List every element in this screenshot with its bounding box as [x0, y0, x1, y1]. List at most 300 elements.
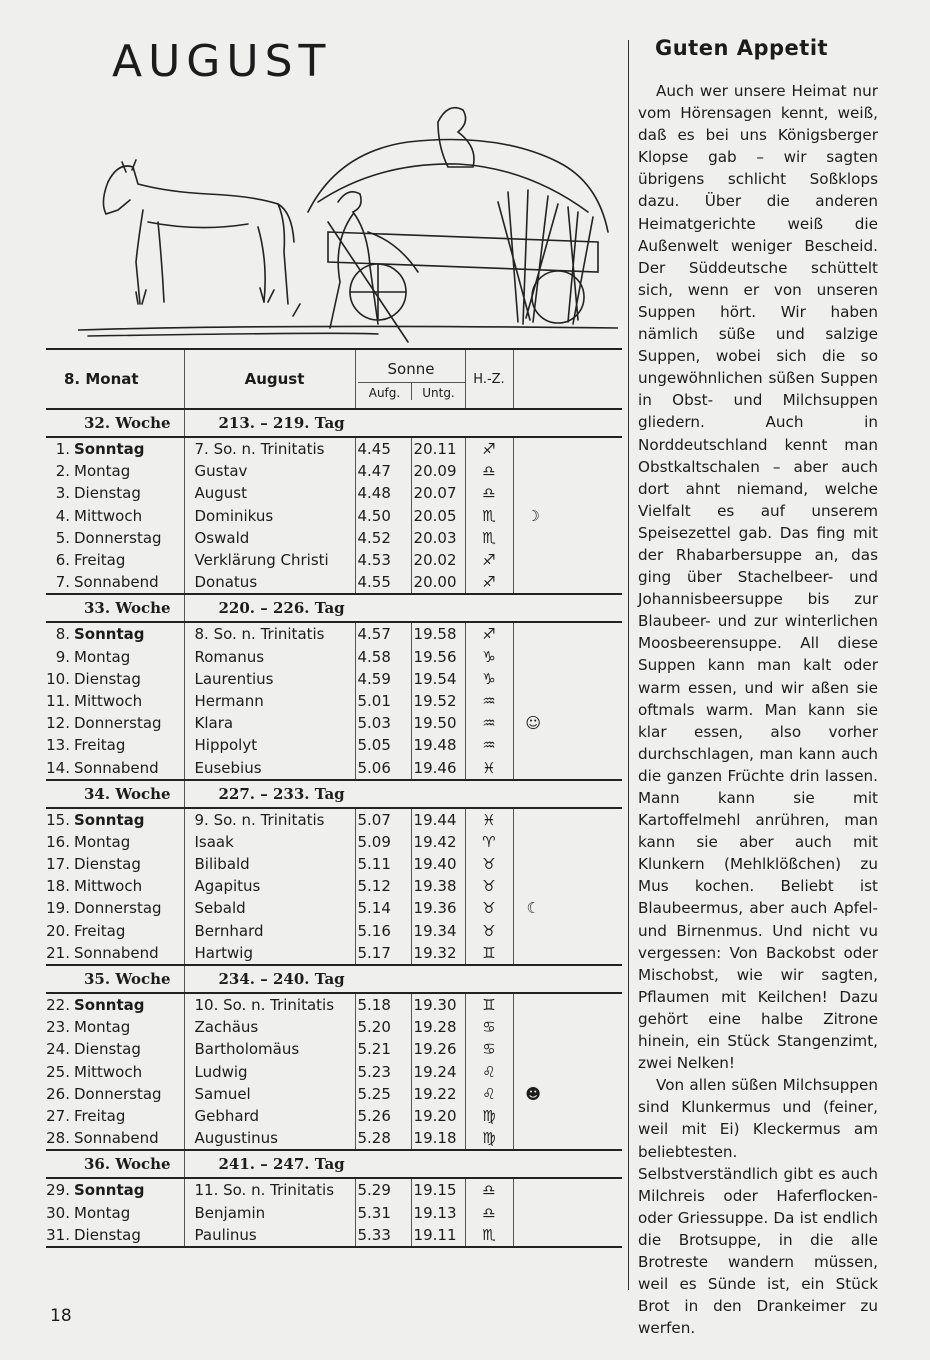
- name-day: 8. So. n. Trinitatis: [184, 622, 355, 645]
- table-row: [46, 993, 622, 1016]
- day-cell: [46, 808, 184, 831]
- sunrise-time: 5.28: [355, 1127, 411, 1150]
- name-day: Hippolyt: [184, 734, 355, 756]
- table-row: [46, 1061, 622, 1083]
- name-day: Sebald: [184, 897, 355, 919]
- day-cell: [46, 571, 184, 594]
- zodiac-icon: ♍: [465, 1127, 513, 1150]
- name-day: Romanus: [184, 646, 355, 668]
- sunset-time: 20.02: [411, 549, 465, 571]
- moon-phase-icon: [513, 756, 553, 779]
- moon-phase-icon: [513, 808, 553, 831]
- day-cell: [46, 527, 184, 549]
- day-cell: [46, 1178, 184, 1201]
- weekday-name: Sonnabend: [74, 1129, 159, 1148]
- day-number: 26.: [46, 1084, 70, 1103]
- weekday-name: Sonntag: [74, 996, 145, 1015]
- day-number: 28.: [46, 1129, 70, 1148]
- table-row: [46, 808, 622, 831]
- table-row: [46, 622, 622, 645]
- harvest-illustration: [78, 92, 618, 350]
- week-day-range: 220. – 226. Tag: [184, 594, 622, 622]
- zodiac-icon: ♐: [465, 437, 513, 460]
- table-row: [46, 1201, 622, 1223]
- sunrise-time: 4.48: [355, 482, 411, 504]
- table-row: [46, 875, 622, 897]
- moon-phase-icon: [513, 1178, 553, 1201]
- name-day: Zachäus: [184, 1016, 355, 1038]
- moon-phase-icon: [513, 527, 553, 549]
- table-row: [46, 527, 622, 549]
- weekday-name: Freitag: [74, 736, 126, 755]
- day-cell: [46, 920, 184, 942]
- name-day: 7. So. n. Trinitatis: [184, 437, 355, 460]
- moon-phase-icon: [513, 622, 553, 645]
- sunset-time: 19.40: [411, 853, 465, 875]
- day-cell: [46, 1105, 184, 1127]
- moon-phase-icon: [513, 460, 553, 482]
- calendar-table: [46, 348, 622, 1248]
- sunrise-time: 5.05: [355, 734, 411, 756]
- table-row: [46, 1178, 622, 1201]
- weekday-name: Montag: [74, 647, 131, 666]
- sunset-time: 19.56: [411, 646, 465, 668]
- weekday-name: Sonntag: [74, 625, 145, 644]
- name-day: Hermann: [184, 690, 355, 712]
- weekday-name: Montag: [74, 1203, 131, 1222]
- header-month-number: 8. Monat: [46, 349, 184, 409]
- weekday-name: Mittwoch: [74, 877, 143, 896]
- day-cell: [46, 437, 184, 460]
- day-number: 25.: [46, 1062, 70, 1081]
- table-row: [46, 756, 622, 779]
- sunrise-time: 4.57: [355, 622, 411, 645]
- moon-phase-icon: [513, 646, 553, 668]
- sunrise-time: 5.25: [355, 1083, 411, 1105]
- sunset-time: 19.48: [411, 734, 465, 756]
- day-number: 24.: [46, 1040, 70, 1059]
- sunset-time: 19.30: [411, 993, 465, 1016]
- zodiac-icon: ♋: [465, 1038, 513, 1060]
- name-day: Ludwig: [184, 1061, 355, 1083]
- table-row: [46, 1224, 622, 1247]
- name-day: Agapitus: [184, 875, 355, 897]
- name-day: Benjamin: [184, 1201, 355, 1223]
- sunrise-time: 5.23: [355, 1061, 411, 1083]
- day-number: 3.: [55, 484, 70, 503]
- zodiac-icon: ♐: [465, 549, 513, 571]
- name-day: Klara: [184, 712, 355, 734]
- moon-phase-icon: ☺: [513, 712, 553, 734]
- week-header-row: [46, 780, 622, 808]
- day-cell: [46, 668, 184, 690]
- table-row: [46, 897, 622, 919]
- sunrise-time: 5.29: [355, 1178, 411, 1201]
- zodiac-icon: ♏: [465, 505, 513, 527]
- name-day: Augustinus: [184, 1127, 355, 1150]
- table-row: [46, 505, 622, 527]
- name-day: Eusebius: [184, 756, 355, 779]
- table-row: [46, 1016, 622, 1038]
- week-day-range: 234. – 240. Tag: [184, 965, 622, 993]
- day-number: 14.: [46, 758, 70, 777]
- name-day: Gustav: [184, 460, 355, 482]
- sunset-time: 19.20: [411, 1105, 465, 1127]
- zodiac-icon: ♓: [465, 808, 513, 831]
- day-number: 10.: [46, 669, 70, 688]
- moon-phase-icon: [513, 993, 553, 1016]
- sunset-time: 20.09: [411, 460, 465, 482]
- day-cell: [46, 646, 184, 668]
- name-day: August: [184, 482, 355, 504]
- name-day: Dominikus: [184, 505, 355, 527]
- sunrise-time: 5.33: [355, 1224, 411, 1247]
- sunset-time: 19.44: [411, 808, 465, 831]
- table-row: [46, 1105, 622, 1127]
- sunset-time: 19.18: [411, 1127, 465, 1150]
- name-day: Paulinus: [184, 1224, 355, 1247]
- sunrise-time: 4.53: [355, 549, 411, 571]
- weekday-name: Sonntag: [74, 1181, 145, 1200]
- table-row: [46, 549, 622, 571]
- zodiac-icon: ♊: [465, 942, 513, 965]
- table-row: [46, 437, 622, 460]
- zodiac-icon: ♑: [465, 646, 513, 668]
- zodiac-icon: ♒: [465, 734, 513, 756]
- zodiac-icon: ♊: [465, 993, 513, 1016]
- week-day-range: 227. – 233. Tag: [184, 780, 622, 808]
- week-header-row: [46, 1150, 622, 1178]
- day-number: 30.: [46, 1203, 70, 1222]
- day-number: 13.: [46, 736, 70, 755]
- weekday-name: Montag: [74, 832, 131, 851]
- name-day: Hartwig: [184, 942, 355, 965]
- article-title: Guten Appetit: [655, 36, 829, 60]
- moon-phase-icon: [513, 1127, 553, 1150]
- moon-phase-icon: [513, 482, 553, 504]
- day-number: 17.: [46, 855, 70, 874]
- moon-phase-icon: [513, 549, 553, 571]
- weekday-name: Mittwoch: [74, 1062, 143, 1081]
- zodiac-icon: ♐: [465, 571, 513, 594]
- zodiac-icon: ♎: [465, 482, 513, 504]
- sunrise-time: 4.47: [355, 460, 411, 482]
- weekday-name: Sonnabend: [74, 943, 159, 962]
- name-day: Bilibald: [184, 853, 355, 875]
- weekday-name: Dienstag: [74, 484, 141, 503]
- name-day: Verklärung Christi: [184, 549, 355, 571]
- weekday-name: Dienstag: [74, 669, 141, 688]
- day-number: 31.: [46, 1225, 70, 1244]
- name-day: Gebhard: [184, 1105, 355, 1127]
- sunset-time: 20.05: [411, 505, 465, 527]
- sunrise-time: 4.55: [355, 571, 411, 594]
- zodiac-icon: ♒: [465, 712, 513, 734]
- week-label: 33. Woche: [46, 594, 184, 622]
- sunrise-time: 5.18: [355, 993, 411, 1016]
- column-divider: [628, 40, 629, 1290]
- day-cell: [46, 897, 184, 919]
- day-number: 12.: [46, 714, 70, 733]
- zodiac-icon: ♋: [465, 1016, 513, 1038]
- sunrise-time: 5.20: [355, 1016, 411, 1038]
- header-sunrise: Aufg.: [368, 386, 401, 400]
- zodiac-icon: ♎: [465, 460, 513, 482]
- moon-phase-icon: ☻: [513, 1083, 553, 1105]
- moon-phase-icon: [513, 1016, 553, 1038]
- name-day: Samuel: [184, 1083, 355, 1105]
- header-hz: H.-Z.: [465, 349, 513, 409]
- day-cell: [46, 1016, 184, 1038]
- sunrise-time: 4.45: [355, 437, 411, 460]
- table-row: [46, 853, 622, 875]
- sunset-time: 19.34: [411, 920, 465, 942]
- name-day: Laurentius: [184, 668, 355, 690]
- moon-phase-icon: [513, 437, 553, 460]
- zodiac-icon: ♉: [465, 920, 513, 942]
- sunset-time: 19.52: [411, 690, 465, 712]
- table-row: [46, 712, 622, 734]
- zodiac-icon: ♐: [465, 622, 513, 645]
- day-cell: [46, 942, 184, 965]
- sunrise-time: 5.09: [355, 831, 411, 853]
- weekday-name: Donnerstag: [74, 1084, 162, 1103]
- page-title: AUGUST: [112, 36, 332, 87]
- week-label: 36. Woche: [46, 1150, 184, 1178]
- table-row: [46, 646, 622, 668]
- day-cell: [46, 712, 184, 734]
- weekday-name: Sonnabend: [74, 758, 159, 777]
- zodiac-icon: ♌: [465, 1061, 513, 1083]
- weekday-name: Mittwoch: [74, 506, 143, 525]
- zodiac-icon: ♒: [465, 690, 513, 712]
- week-day-range: 213. – 219. Tag: [184, 409, 622, 437]
- day-number: 21.: [46, 943, 70, 962]
- zodiac-icon: ♏: [465, 527, 513, 549]
- moon-phase-icon: [513, 942, 553, 965]
- sunset-time: 20.11: [411, 437, 465, 460]
- day-cell: [46, 690, 184, 712]
- table-row: [46, 482, 622, 504]
- name-day: Isaak: [184, 831, 355, 853]
- sunrise-time: 5.06: [355, 756, 411, 779]
- sunrise-time: 5.12: [355, 875, 411, 897]
- moon-phase-icon: [513, 853, 553, 875]
- moon-phase-icon: [513, 1105, 553, 1127]
- moon-phase-icon: [513, 734, 553, 756]
- article-body: [638, 80, 878, 1339]
- sunrise-time: 5.26: [355, 1105, 411, 1127]
- sunrise-time: 5.03: [355, 712, 411, 734]
- week-label: 32. Woche: [46, 409, 184, 437]
- sunrise-time: 5.07: [355, 808, 411, 831]
- week-label: 35. Woche: [46, 965, 184, 993]
- header-sun-label: Sonne: [387, 360, 435, 378]
- article-paragraph: Von allen süßen Milchsuppen sind Klunkermus und (feiner, weil mit Ei) Kleckermus am beliebtesten. Selbstverständlich gibt es auch Milchreis oder Haferflocken- oder Griessuppe. Da ist endlich die Brotsuppe, in die alle Brotreste wandern müssen, weil es Sünde ist, ein Stück Brot in den Drankeimer zu werfen.: [638, 1076, 878, 1338]
- name-day: 9. So. n. Trinitatis: [184, 808, 355, 831]
- day-number: 11.: [46, 691, 70, 710]
- sunrise-time: 5.01: [355, 690, 411, 712]
- sunset-time: 19.42: [411, 831, 465, 853]
- weekday-name: Mittwoch: [74, 691, 143, 710]
- table-row: [46, 1083, 622, 1105]
- day-number: 22.: [46, 996, 70, 1015]
- week-header-row: [46, 594, 622, 622]
- header-sunset: Untg.: [411, 383, 464, 400]
- sunrise-time: 5.31: [355, 1201, 411, 1223]
- sunset-time: 19.38: [411, 875, 465, 897]
- table-row: [46, 690, 622, 712]
- moon-phase-icon: [513, 1038, 553, 1060]
- zodiac-icon: ♎: [465, 1201, 513, 1223]
- week-day-range: 241. – 247. Tag: [184, 1150, 622, 1178]
- sunrise-time: 5.16: [355, 920, 411, 942]
- sunset-time: 19.15: [411, 1178, 465, 1201]
- day-cell: [46, 622, 184, 645]
- header-sun: [355, 349, 465, 409]
- weekday-name: Sonnabend: [74, 573, 159, 592]
- table-row: [46, 1127, 622, 1150]
- sunrise-time: 4.50: [355, 505, 411, 527]
- day-cell: [46, 1127, 184, 1150]
- sunrise-time: 4.59: [355, 668, 411, 690]
- weekday-name: Freitag: [74, 1106, 126, 1125]
- zodiac-icon: ♈: [465, 831, 513, 853]
- day-cell: [46, 549, 184, 571]
- weekday-name: Montag: [74, 462, 131, 481]
- zodiac-icon: ♉: [465, 897, 513, 919]
- zodiac-icon: ♏: [465, 1224, 513, 1247]
- day-number: 27.: [46, 1106, 70, 1125]
- sunset-time: 19.54: [411, 668, 465, 690]
- sunset-time: 19.46: [411, 756, 465, 779]
- zodiac-icon: ♉: [465, 875, 513, 897]
- weekday-name: Donnerstag: [74, 714, 162, 733]
- name-day: Bartholomäus: [184, 1038, 355, 1060]
- moon-phase-icon: [513, 1061, 553, 1083]
- name-day: 11. So. n. Trinitatis: [184, 1178, 355, 1201]
- weekday-name: Dienstag: [74, 855, 141, 874]
- day-number: 19.: [46, 899, 70, 918]
- day-number: 20.: [46, 921, 70, 940]
- sunrise-time: 5.11: [355, 853, 411, 875]
- sunset-time: 19.28: [411, 1016, 465, 1038]
- day-number: 5.: [55, 528, 70, 547]
- weekday-name: Montag: [74, 1018, 131, 1037]
- weekday-name: Donnerstag: [74, 528, 162, 547]
- sunset-time: 19.32: [411, 942, 465, 965]
- day-number: 8.: [55, 625, 70, 644]
- day-cell: [46, 734, 184, 756]
- sunset-time: 19.50: [411, 712, 465, 734]
- sunset-time: 19.24: [411, 1061, 465, 1083]
- day-number: 18.: [46, 877, 70, 896]
- day-cell: [46, 875, 184, 897]
- weekday-name: Sonntag: [74, 810, 145, 829]
- moon-phase-icon: [513, 571, 553, 594]
- table-row: [46, 831, 622, 853]
- day-cell: [46, 1083, 184, 1105]
- sunset-time: 19.26: [411, 1038, 465, 1060]
- day-cell: [46, 831, 184, 853]
- sunset-time: 19.22: [411, 1083, 465, 1105]
- sunset-time: 20.00: [411, 571, 465, 594]
- moon-phase-icon: [513, 668, 553, 690]
- moon-phase-icon: [513, 1201, 553, 1223]
- day-cell: [46, 1061, 184, 1083]
- day-number: 16.: [46, 832, 70, 851]
- day-cell: [46, 1224, 184, 1247]
- table-row: [46, 1038, 622, 1060]
- zodiac-icon: ♓: [465, 756, 513, 779]
- weekday-name: Dienstag: [74, 1225, 141, 1244]
- sunset-time: 19.13: [411, 1201, 465, 1223]
- day-cell: [46, 505, 184, 527]
- table-header-row: [46, 349, 622, 409]
- sunrise-time: 4.52: [355, 527, 411, 549]
- day-number: 1.: [55, 440, 70, 459]
- sunrise-time: 4.58: [355, 646, 411, 668]
- sunset-time: 20.07: [411, 482, 465, 504]
- sunset-time: 19.11: [411, 1224, 465, 1247]
- day-cell: [46, 482, 184, 504]
- week-header-row: [46, 965, 622, 993]
- name-day: Oswald: [184, 527, 355, 549]
- zodiac-icon: ♌: [465, 1083, 513, 1105]
- moon-phase-icon: ☽: [513, 505, 553, 527]
- table-row: [46, 571, 622, 594]
- day-number: 15.: [46, 810, 70, 829]
- table-row: [46, 942, 622, 965]
- day-cell: [46, 853, 184, 875]
- name-day: Bernhard: [184, 920, 355, 942]
- name-day: 10. So. n. Trinitatis: [184, 993, 355, 1016]
- day-number: 9.: [55, 647, 70, 666]
- moon-phase-icon: ☾: [513, 897, 553, 919]
- table-row: [46, 920, 622, 942]
- sunset-time: 19.58: [411, 622, 465, 645]
- weekday-name: Freitag: [74, 551, 126, 570]
- sunrise-time: 5.21: [355, 1038, 411, 1060]
- article-paragraph: Auch wer unsere Heimat nur vom Hörensagen kennt, weiß, daß es bei uns Königsberger Klopse gab – wir sagten übrigens schlicht Soßklops dazu. Über die anderen Heimatgerichte weiß die Außenwelt weniger Bescheid. Der Süddeutsche schüttelt sich, wenn er von unseren Suppen hört. Wir haben nämlich süße und salzige Suppen, wobei sich die so ungewöhnlichen süßen Suppen in Obst- und Milchsuppen gliedern. Auch in Norddeutschland kennt man Obstkaltschalen – aber auch dort ahnt niemand, welche Vielfalt es auf unserem Speisezettel gab. Das fing mit der Rhabarbersuppe an, das ging über Stachelbeer- und Johannisbeersuppe bis zur Blaubeer- und zur winterlichen Moosbeerensuppe. All diese Suppen kann man kalt oder warm essen, und wir aßen sie oftmals warm. Man kann sie klar essen, also vorher durchschlagen, man kann auch die ganzen Früchte drin lassen. Mann kann sie mit Kartoffelmehl anrühren, man kann sie aber auch mit Klunkern (Mehlklößchen) zu Mus kochen. Beliebt ist Blaubeermus, aber auch Apfel- und Birnenmus. Und nicht vu vergessen: Von Backobst oder Mischobst, wie wir sagten, Pflaumen mit Keilchen! Dazu gehört eine halbe Zitrone hinein, ein Stück Stangenzimt, zwei Nelken!: [638, 82, 878, 1073]
- day-cell: [46, 756, 184, 779]
- zodiac-icon: ♎: [465, 1178, 513, 1201]
- day-number: 7.: [55, 573, 70, 592]
- table-row: [46, 734, 622, 756]
- weekday-name: Freitag: [74, 921, 126, 940]
- weekday-name: Dienstag: [74, 1040, 141, 1059]
- header-month-name: August: [184, 349, 355, 409]
- weekday-name: Sonntag: [74, 440, 145, 459]
- moon-phase-icon: [513, 831, 553, 853]
- weekday-name: Donnerstag: [74, 899, 162, 918]
- table-row: [46, 460, 622, 482]
- day-number: 23.: [46, 1018, 70, 1037]
- sunset-time: 20.03: [411, 527, 465, 549]
- sunrise-time: 5.17: [355, 942, 411, 965]
- sunset-time: 19.36: [411, 897, 465, 919]
- zodiac-icon: ♑: [465, 668, 513, 690]
- day-number: 2.: [55, 462, 70, 481]
- moon-phase-icon: [513, 690, 553, 712]
- day-cell: [46, 1201, 184, 1223]
- day-number: 4.: [55, 506, 70, 525]
- day-cell: [46, 1038, 184, 1060]
- zodiac-icon: ♍: [465, 1105, 513, 1127]
- day-number: 6.: [55, 551, 70, 570]
- sunrise-time: 5.14: [355, 897, 411, 919]
- day-number: 29.: [46, 1181, 70, 1200]
